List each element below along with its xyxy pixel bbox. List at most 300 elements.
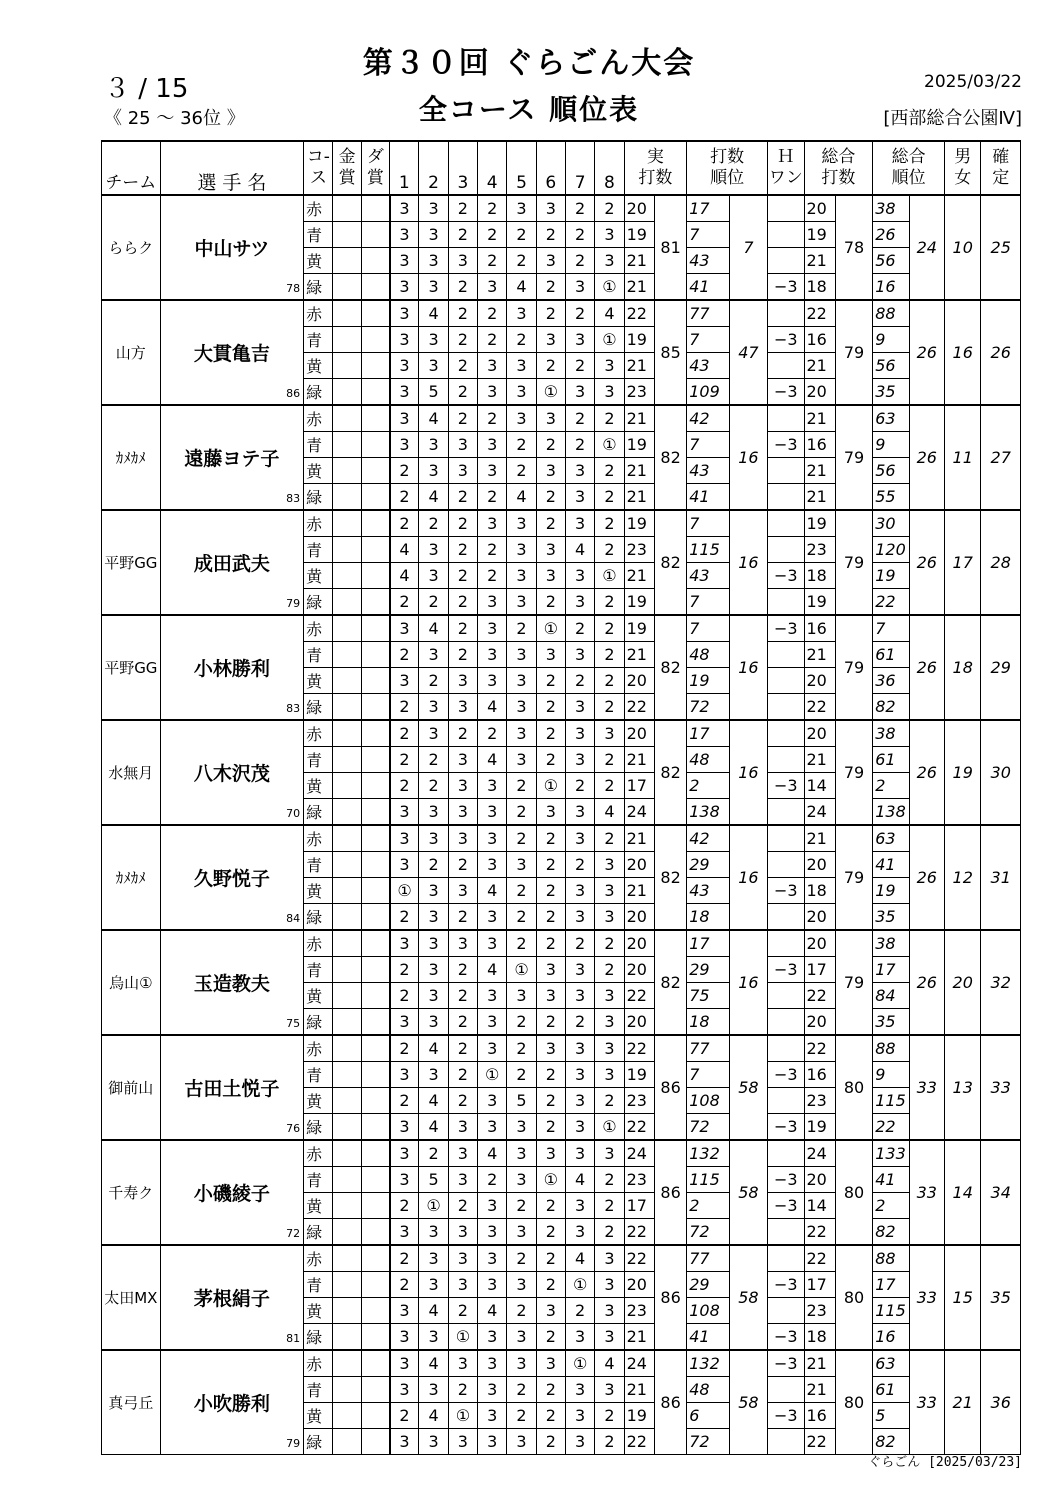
hole-score-text: 3 bbox=[457, 1222, 468, 1241]
hole-score bbox=[595, 1403, 624, 1429]
hone-cell bbox=[768, 1088, 804, 1114]
hole-score-text: 3 bbox=[487, 1327, 498, 1346]
course-rank: 41 bbox=[687, 1324, 729, 1351]
hole-score-text: 3 bbox=[516, 986, 527, 1005]
hole-score bbox=[390, 327, 419, 353]
hole-score-text: 3 bbox=[399, 1432, 410, 1451]
course-total-rank: 61 bbox=[873, 1377, 909, 1403]
hole-score bbox=[448, 1167, 477, 1193]
course-sum: 21 bbox=[624, 274, 654, 301]
hole-score-text: 3 bbox=[487, 382, 498, 401]
actual-total: 82 bbox=[654, 930, 686, 1035]
player-name bbox=[160, 1245, 304, 1350]
hole-score-text: 3 bbox=[604, 1327, 615, 1346]
hole-score-text: 3 bbox=[399, 1327, 410, 1346]
hole-score bbox=[565, 1429, 594, 1455]
course-cell: 赤 bbox=[304, 1245, 333, 1272]
hole-score bbox=[507, 904, 536, 931]
hole-score-text: 2 bbox=[575, 435, 586, 454]
hole-score-text: 3 bbox=[399, 304, 410, 323]
hole-score-text: 3 bbox=[399, 1065, 410, 1084]
player-name bbox=[160, 195, 304, 300]
course-sum: 19 bbox=[624, 1403, 654, 1429]
course-total-rank: 36 bbox=[873, 668, 909, 694]
hole-score bbox=[390, 694, 419, 721]
stroke-rank: 16 bbox=[729, 825, 767, 930]
hone-cell bbox=[768, 405, 804, 432]
gender-rank: 14 bbox=[945, 1140, 981, 1245]
hone-cell: −3 bbox=[768, 1324, 804, 1351]
player-age: 72 bbox=[286, 1227, 301, 1240]
hole-score bbox=[390, 1140, 419, 1167]
course-total-rank: 63 bbox=[873, 1350, 909, 1377]
hone-cell bbox=[768, 799, 804, 826]
da-cell bbox=[361, 1350, 389, 1377]
hole-score bbox=[478, 825, 507, 852]
gold-cell bbox=[333, 405, 361, 432]
hole-score-text: 2 bbox=[575, 619, 586, 638]
table-row bbox=[102, 1350, 1021, 1377]
player-name bbox=[160, 615, 304, 720]
hole-score bbox=[419, 248, 448, 274]
hole-score bbox=[595, 904, 624, 931]
hole-score-text: 3 bbox=[428, 251, 439, 270]
hole-score bbox=[595, 1429, 624, 1455]
hole-score bbox=[390, 1035, 419, 1062]
hole-score-text: 2 bbox=[399, 960, 410, 979]
hole-score bbox=[565, 1062, 594, 1088]
course-rank: 43 bbox=[687, 248, 729, 274]
hole-score bbox=[419, 1298, 448, 1324]
hole-score-text: 3 bbox=[545, 645, 556, 664]
hole-score-text: 2 bbox=[457, 619, 468, 638]
hole-score bbox=[419, 773, 448, 799]
hole-score-text: 2 bbox=[575, 304, 586, 323]
hole-score bbox=[595, 615, 624, 642]
col-hole: 8 bbox=[595, 141, 624, 195]
hole-score bbox=[419, 852, 448, 878]
stroke-rank: 7 bbox=[729, 195, 767, 300]
hole-score bbox=[507, 1272, 536, 1298]
hole-score bbox=[419, 615, 448, 642]
hole-score-text: 3 bbox=[575, 697, 586, 716]
course-total-rank: 35 bbox=[873, 904, 909, 931]
course-total-rank: 56 bbox=[873, 353, 909, 379]
player-age: 79 bbox=[286, 1437, 301, 1450]
hole-score bbox=[390, 852, 419, 878]
hole-score-text: 2 bbox=[516, 776, 527, 795]
gold-cell bbox=[333, 1193, 361, 1219]
da-cell bbox=[361, 773, 389, 799]
hole-score-text: 2 bbox=[399, 986, 410, 1005]
course-cell: 黄 bbox=[304, 563, 333, 589]
course-sum: 19 bbox=[624, 1062, 654, 1088]
da-cell bbox=[361, 878, 389, 904]
hole-score bbox=[419, 1062, 448, 1088]
hole-score-text: 4 bbox=[575, 1249, 586, 1268]
hone-cell bbox=[768, 904, 804, 931]
course-total-rank: 38 bbox=[873, 930, 909, 957]
hone-cell bbox=[768, 195, 804, 222]
course-sum: 19 bbox=[624, 589, 654, 616]
hole-score bbox=[419, 1324, 448, 1351]
course-rank: 77 bbox=[687, 1035, 729, 1062]
hole-score bbox=[565, 1219, 594, 1246]
hole-score bbox=[595, 720, 624, 747]
hole-score bbox=[595, 537, 624, 563]
hole-score bbox=[565, 195, 594, 222]
player-name-text: 久野悦子 bbox=[193, 868, 270, 890]
hole-score-text: 3 bbox=[428, 697, 439, 716]
hole-score-text: 2 bbox=[516, 1196, 527, 1215]
hole-score bbox=[478, 1062, 507, 1088]
col-total: 総合 打数 bbox=[804, 141, 873, 195]
hole-score-text: 2 bbox=[457, 645, 468, 664]
da-cell bbox=[361, 1219, 389, 1246]
team-cell: 水無月 bbox=[102, 720, 161, 825]
course-rank: 43 bbox=[687, 353, 729, 379]
hone-cell bbox=[768, 930, 804, 957]
hole-score-text: 3 bbox=[575, 1117, 586, 1136]
hole-score bbox=[478, 852, 507, 878]
hole-score bbox=[419, 1193, 448, 1219]
course-rank: 48 bbox=[687, 747, 729, 773]
hole-score-text: 2 bbox=[487, 724, 498, 743]
hole-score-text: 2 bbox=[545, 304, 556, 323]
hole-score bbox=[507, 694, 536, 721]
hole-in-one-mark: ① bbox=[602, 277, 617, 296]
hole-score bbox=[390, 1167, 419, 1193]
hole-score bbox=[595, 353, 624, 379]
hole-score-text: 2 bbox=[575, 225, 586, 244]
course-cell: 緑 bbox=[304, 1009, 333, 1036]
gold-cell bbox=[333, 668, 361, 694]
da-cell bbox=[361, 327, 389, 353]
course-sum: 19 bbox=[624, 615, 654, 642]
hole-score-text: 3 bbox=[604, 1249, 615, 1268]
hole-score bbox=[419, 510, 448, 537]
hole-score-text: 2 bbox=[575, 1012, 586, 1031]
hole-score bbox=[507, 1193, 536, 1219]
hole-score bbox=[595, 1088, 624, 1114]
gold-cell bbox=[333, 484, 361, 511]
hole-score bbox=[595, 379, 624, 406]
hole-score bbox=[448, 668, 477, 694]
da-cell bbox=[361, 1009, 389, 1036]
da-cell bbox=[361, 1062, 389, 1088]
team-cell: 太田MX bbox=[102, 1245, 161, 1350]
hole-score bbox=[448, 747, 477, 773]
player-name-text: 小林勝利 bbox=[193, 658, 270, 680]
course-cell: 青 bbox=[304, 537, 333, 563]
hole-score-text: 2 bbox=[457, 1196, 468, 1215]
hole-score bbox=[419, 484, 448, 511]
grand-rank: 33 bbox=[909, 1350, 944, 1455]
hole-score bbox=[565, 1009, 594, 1036]
hole-score-text: 3 bbox=[516, 1432, 527, 1451]
hole-score bbox=[595, 1140, 624, 1167]
hole-score-text: 2 bbox=[545, 356, 556, 375]
hole-score-text: 2 bbox=[487, 487, 498, 506]
hole-score-text: 3 bbox=[487, 934, 498, 953]
hole-score-text: 5 bbox=[516, 1091, 527, 1110]
player-age: 75 bbox=[286, 1017, 301, 1030]
course-sum: 22 bbox=[624, 1035, 654, 1062]
hole-score bbox=[595, 589, 624, 616]
course-total-rank: 56 bbox=[873, 248, 909, 274]
hone-cell: −3 bbox=[768, 878, 804, 904]
grand-rank: 33 bbox=[909, 1140, 944, 1245]
hole-score-text: 3 bbox=[428, 1327, 439, 1346]
hole-score bbox=[419, 642, 448, 668]
hole-score bbox=[507, 825, 536, 852]
hole-score-text: 2 bbox=[545, 829, 556, 848]
hole-score-text: 3 bbox=[487, 829, 498, 848]
page-title: 第３０回 ぐらごん大会 bbox=[362, 46, 696, 81]
hole-score bbox=[478, 484, 507, 511]
course-total: 16 bbox=[804, 1403, 835, 1429]
hole-score bbox=[448, 589, 477, 616]
da-cell bbox=[361, 1245, 389, 1272]
hole-score-text: 2 bbox=[516, 1380, 527, 1399]
hole-score bbox=[536, 852, 565, 878]
table-row bbox=[102, 1245, 1021, 1272]
hole-score-text: 2 bbox=[487, 251, 498, 270]
col-gender: 男 女 bbox=[945, 141, 981, 195]
course-cell: 緑 bbox=[304, 379, 333, 406]
hole-score-text: 4 bbox=[428, 619, 439, 638]
col-hone: Ｈ ワン bbox=[768, 141, 804, 195]
da-cell bbox=[361, 510, 389, 537]
team-cell: 御前山 bbox=[102, 1035, 161, 1140]
team-cell: ｶﾒｶﾒ bbox=[102, 825, 161, 930]
hole-score-text: 3 bbox=[545, 251, 556, 270]
hole-score bbox=[478, 878, 507, 904]
hole-score bbox=[390, 668, 419, 694]
ranking-table bbox=[101, 140, 1021, 1455]
course-sum: 24 bbox=[624, 1140, 654, 1167]
gold-cell bbox=[333, 1009, 361, 1036]
course-total: 22 bbox=[804, 1245, 835, 1272]
gender-rank: 13 bbox=[945, 1035, 981, 1140]
course-cell: 緑 bbox=[304, 589, 333, 616]
hole-score-text: 3 bbox=[399, 435, 410, 454]
hole-score-text: 2 bbox=[545, 1222, 556, 1241]
player-name-text: 中山サツ bbox=[194, 238, 270, 260]
hole-score bbox=[390, 195, 419, 222]
gold-cell bbox=[333, 1035, 361, 1062]
hole-score bbox=[448, 825, 477, 852]
hole-score-text: 3 bbox=[604, 251, 615, 270]
hole-score-text: 4 bbox=[428, 1117, 439, 1136]
hone-cell: −3 bbox=[768, 1114, 804, 1141]
hole-score-text: 2 bbox=[545, 881, 556, 900]
course-total-rank: 35 bbox=[873, 1009, 909, 1036]
hone-cell bbox=[768, 1298, 804, 1324]
gold-cell bbox=[333, 248, 361, 274]
hole-score bbox=[595, 957, 624, 983]
hole-score-text: 2 bbox=[399, 697, 410, 716]
hole-score bbox=[478, 1140, 507, 1167]
hole-score bbox=[507, 1324, 536, 1351]
hole-score bbox=[595, 484, 624, 511]
hole-score-text: 3 bbox=[487, 461, 498, 480]
hole-score-text: 4 bbox=[428, 487, 439, 506]
hole-score bbox=[595, 432, 624, 458]
hole-score bbox=[507, 510, 536, 537]
hole-score-text: 4 bbox=[428, 1039, 439, 1058]
course-total: 22 bbox=[804, 694, 835, 721]
hole-score bbox=[507, 1429, 536, 1455]
course-cell: 赤 bbox=[304, 1035, 333, 1062]
hole-score-text: 3 bbox=[428, 540, 439, 559]
hole-score bbox=[419, 432, 448, 458]
course-sum: 19 bbox=[624, 327, 654, 353]
stroke-rank: 58 bbox=[729, 1035, 767, 1140]
da-cell bbox=[361, 642, 389, 668]
hone-cell bbox=[768, 353, 804, 379]
hole-score-text: 2 bbox=[399, 724, 410, 743]
hole-score bbox=[536, 1035, 565, 1062]
hole-score-text: 3 bbox=[516, 697, 527, 716]
hole-score bbox=[565, 957, 594, 983]
hole-score bbox=[565, 248, 594, 274]
hole-score-text: 3 bbox=[487, 592, 498, 611]
hole-score bbox=[390, 1377, 419, 1403]
course-total: 18 bbox=[804, 878, 835, 904]
course-total: 21 bbox=[804, 353, 835, 379]
hole-score bbox=[536, 1088, 565, 1114]
hole-score bbox=[448, 799, 477, 826]
hole-score-text: 3 bbox=[545, 461, 556, 480]
hole-score bbox=[595, 458, 624, 484]
hone-cell bbox=[768, 694, 804, 721]
course-total: 20 bbox=[804, 852, 835, 878]
course-cell: 黄 bbox=[304, 353, 333, 379]
hole-score-text: 3 bbox=[575, 724, 586, 743]
hole-score bbox=[595, 852, 624, 878]
hole-score bbox=[390, 983, 419, 1009]
hone-cell: −3 bbox=[768, 957, 804, 983]
hole-score bbox=[419, 799, 448, 826]
da-cell bbox=[361, 537, 389, 563]
hole-score bbox=[565, 668, 594, 694]
hole-score bbox=[536, 720, 565, 747]
hole-score-text: 3 bbox=[428, 1249, 439, 1268]
hole-score bbox=[478, 1088, 507, 1114]
da-cell bbox=[361, 1140, 389, 1167]
course-sum: 17 bbox=[624, 773, 654, 799]
hole-score bbox=[478, 510, 507, 537]
table-row bbox=[102, 1140, 1021, 1167]
actual-total: 82 bbox=[654, 825, 686, 930]
hole-score-text: 3 bbox=[516, 382, 527, 401]
hole-score bbox=[478, 799, 507, 826]
hole-score bbox=[507, 642, 536, 668]
hole-score bbox=[390, 1272, 419, 1298]
course-rank: 43 bbox=[687, 458, 729, 484]
hole-score-text: 3 bbox=[604, 1144, 615, 1163]
hole-score-text: 3 bbox=[487, 1432, 498, 1451]
actual-total: 82 bbox=[654, 720, 686, 825]
hole-score-text: 2 bbox=[516, 829, 527, 848]
da-cell bbox=[361, 353, 389, 379]
hole-score-text: 3 bbox=[575, 514, 586, 533]
hole-score-text: 2 bbox=[545, 1065, 556, 1084]
course-rank: 115 bbox=[687, 1167, 729, 1193]
hole-score bbox=[478, 1403, 507, 1429]
grand-total: 79 bbox=[835, 510, 872, 615]
hole-score-text: 2 bbox=[457, 960, 468, 979]
hole-score-text: 3 bbox=[516, 592, 527, 611]
gold-cell bbox=[333, 327, 361, 353]
hone-cell bbox=[768, 1009, 804, 1036]
hole-score bbox=[507, 327, 536, 353]
course-cell: 青 bbox=[304, 327, 333, 353]
hole-score-text: 3 bbox=[516, 724, 527, 743]
course-sum: 20 bbox=[624, 957, 654, 983]
hole-score bbox=[536, 379, 565, 406]
hole-score bbox=[390, 432, 419, 458]
course-rank: 138 bbox=[687, 799, 729, 826]
hole-score-text: 3 bbox=[545, 330, 556, 349]
hone-cell bbox=[768, 825, 804, 852]
course-rank: 7 bbox=[687, 222, 729, 248]
course-sum: 21 bbox=[624, 642, 654, 668]
hole-score-text: 3 bbox=[457, 934, 468, 953]
course-cell: 青 bbox=[304, 957, 333, 983]
stroke-rank: 58 bbox=[729, 1245, 767, 1350]
course-total: 14 bbox=[804, 773, 835, 799]
hole-score-text: 3 bbox=[399, 1012, 410, 1031]
course-rank: 72 bbox=[687, 1114, 729, 1141]
hole-score-text: 2 bbox=[545, 1249, 556, 1268]
hole-score bbox=[595, 878, 624, 904]
grand-total: 80 bbox=[835, 1350, 872, 1455]
hole-score bbox=[419, 1245, 448, 1272]
hole-score-text: 3 bbox=[575, 1327, 586, 1346]
hole-score bbox=[565, 379, 594, 406]
hole-score bbox=[448, 930, 477, 957]
course-cell: 青 bbox=[304, 1272, 333, 1298]
hole-score-text: 2 bbox=[487, 409, 498, 428]
hole-score bbox=[565, 458, 594, 484]
hole-score bbox=[507, 1298, 536, 1324]
course-total: 23 bbox=[804, 1298, 835, 1324]
player-name-text: 古田土悦子 bbox=[184, 1078, 280, 1100]
hole-score bbox=[507, 537, 536, 563]
hone-cell bbox=[768, 510, 804, 537]
hole-score bbox=[448, 1193, 477, 1219]
stroke-rank: 16 bbox=[729, 930, 767, 1035]
da-cell bbox=[361, 248, 389, 274]
hole-score-text: 2 bbox=[516, 251, 527, 270]
hole-score-text: 2 bbox=[545, 671, 556, 690]
hole-score bbox=[595, 195, 624, 222]
course-total-rank: 16 bbox=[873, 274, 909, 301]
da-cell bbox=[361, 983, 389, 1009]
hole-score bbox=[565, 1403, 594, 1429]
hole-score bbox=[536, 537, 565, 563]
hole-score bbox=[507, 878, 536, 904]
hole-score bbox=[507, 1167, 536, 1193]
hole-score bbox=[565, 878, 594, 904]
col-hole: 4 bbox=[478, 141, 507, 195]
hole-score bbox=[595, 642, 624, 668]
hole-score bbox=[536, 222, 565, 248]
hole-score bbox=[595, 1350, 624, 1377]
hole-score bbox=[390, 222, 419, 248]
